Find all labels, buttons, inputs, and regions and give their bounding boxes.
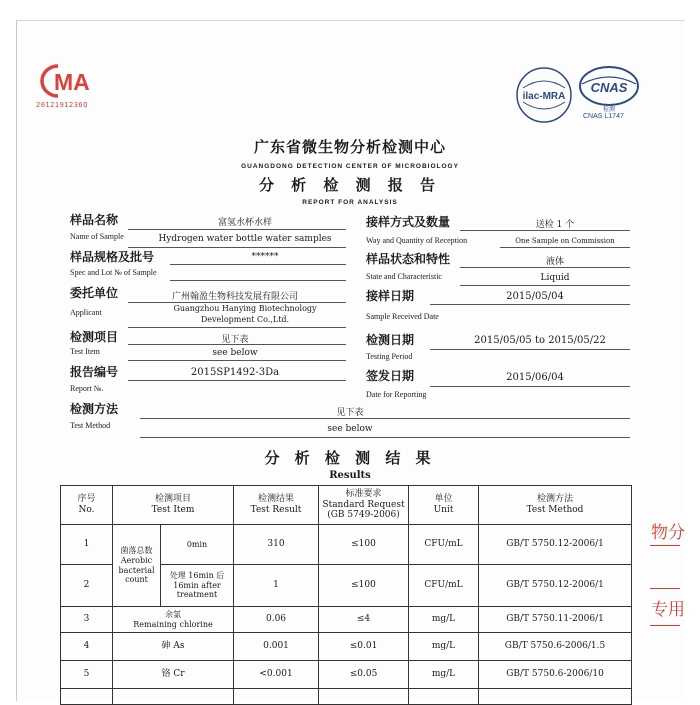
report-no-value: 2015SP1492-3Da (190, 367, 280, 378)
spec-label: 样品规格及批号 (70, 250, 155, 264)
cell-result: <0.001 (234, 661, 319, 689)
ma-number: 2012191236Q (36, 101, 88, 109)
spec-line (170, 264, 346, 265)
received-date-label: 接样日期 (366, 289, 415, 303)
report-no-label: 报告编号 (70, 365, 119, 379)
cell-method: GB/T 5750.12-2006/1 (479, 565, 632, 607)
test-item-line-en (128, 360, 346, 361)
test-date-label-en: Testing Period (366, 352, 413, 361)
issue-date-value: 2015/06/04 (506, 372, 564, 383)
client-value-en-1: Guangzhou Hanying Biotechnology (173, 304, 317, 313)
cell-method: GB/T 5750.11-2006/1 (479, 607, 632, 633)
cell-empty (409, 689, 479, 705)
method-label: 检测方法 (70, 402, 119, 416)
results-title-en: Results (329, 470, 371, 481)
receive-way-value-cn: 送检 1 个 (535, 220, 575, 230)
cnas-number: CNAS L1747 (583, 113, 624, 120)
method-value-en: see below (327, 424, 373, 434)
cell-item: 砷 As (113, 633, 234, 661)
cell-standard: ≤0.01 (319, 633, 409, 661)
cell-item: 余氯 Remaining chlorine (113, 607, 234, 633)
test-item-label-en: Test Item (70, 347, 100, 356)
header-no: 序号 No. (61, 486, 113, 525)
client-value-cn: 广州翰盈生物科技发展有限公司 (171, 292, 298, 302)
cell-standard: ≤100 (319, 565, 409, 607)
report-title-en: REPORT FOR ANALYSIS (302, 199, 398, 206)
center-title-cn: 广东省微生物分析检测中心 (253, 138, 446, 156)
cell-standard: ≤4 (319, 607, 409, 633)
stamp-line-bottom (650, 625, 680, 626)
cell-empty (319, 689, 409, 705)
client-line (128, 302, 346, 303)
cell-empty (479, 689, 632, 705)
cell-subitem: 0min (161, 525, 234, 565)
header-item: 检测项目 Test Item (113, 486, 234, 525)
table-header-row (61, 486, 632, 525)
received-date-label-en: Sample Received Date (366, 312, 439, 321)
cell-unit: mg/L (409, 607, 479, 633)
table-row (61, 661, 632, 689)
received-date-line (430, 304, 630, 305)
cell-group: 菌落总数 Aerobic bacterial count (113, 525, 161, 607)
test-item-value-cn: 见下表 (221, 335, 249, 345)
test-date-label: 检测日期 (366, 333, 415, 347)
cell-method: GB/T 5750.6-2006/10 (479, 661, 632, 689)
stamp-line-mid (650, 588, 680, 589)
spec-label-en: Spec and Lot № of Sample (70, 268, 157, 277)
sample-name-line (128, 229, 346, 230)
issue-date-line (430, 386, 630, 387)
test-date-line (430, 349, 630, 350)
table-row (61, 607, 632, 633)
client-label-en: Applicant (70, 308, 102, 317)
cell-no: 3 (61, 607, 113, 633)
test-item-line (128, 344, 346, 345)
side-stamp-bottom: 专用 (651, 600, 685, 620)
cell-unit: mg/L (409, 661, 479, 689)
client-line-en (128, 327, 346, 328)
cell-no: 5 (61, 661, 113, 689)
ilac-mra-logo (515, 66, 573, 124)
cell-unit: mg/L (409, 633, 479, 661)
test-item-value-en: see below (212, 348, 258, 358)
receive-way-value-en: One Sample on Commission (515, 237, 615, 245)
test-item-label: 检测项目 (70, 330, 119, 344)
side-stamp-top: 物分 (651, 523, 685, 543)
header-result: 检测结果 Test Result (234, 486, 319, 525)
header-unit: 单位 Unit (409, 486, 479, 525)
cell-method: GB/T 5750.12-2006/1 (479, 525, 632, 565)
receive-way-label-en: Way and Quantity of Reception (366, 236, 468, 245)
sample-name-value-en: Hydrogen water bottle water samples (158, 234, 332, 244)
cell-item: 铬 Cr (113, 661, 234, 689)
cell-subitem: 处理 16min 后 16min after treatment (161, 565, 234, 607)
method-line (140, 418, 630, 419)
report-title-cn: 分 析 检 测 报 告 (258, 176, 442, 194)
cell-result: 310 (234, 525, 319, 565)
cma-logo (38, 62, 108, 100)
sample-name-label: 样品名称 (70, 213, 119, 227)
received-date-value: 2015/05/04 (506, 291, 564, 302)
cell-empty (113, 689, 234, 705)
receive-way-label: 接样方式及数量 (366, 215, 451, 229)
client-value-en-2: Development Co.,Ltd. (200, 315, 290, 324)
state-line (460, 267, 630, 268)
ilac-text: ilac-MRA (522, 91, 566, 102)
cnas-text: CNAS (590, 80, 628, 95)
cell-unit: CFU/mL (409, 525, 479, 565)
cell-standard: ≤100 (319, 525, 409, 565)
receive-way-line (460, 230, 630, 231)
stamp-line-top (650, 545, 680, 546)
table-row (61, 689, 632, 705)
client-label: 委托单位 (70, 286, 119, 300)
cell-standard: ≤0.05 (319, 661, 409, 689)
header-standard: 标准要求 Standard Request (GB 5749-2006) (319, 486, 409, 525)
sample-name-value-cn: 富氢水杯水样 (217, 218, 272, 228)
state-label-en: State and Characteristic (366, 272, 442, 281)
cell-result: 0.001 (234, 633, 319, 661)
cell-no: 2 (61, 565, 113, 607)
center-title-en: GUANGDONG DETECTION CENTER OF MICROBIOLOGY (241, 163, 459, 170)
cell-empty (234, 689, 319, 705)
sample-name-line-en (128, 247, 346, 248)
test-date-value: 2015/05/05 to 2015/05/22 (474, 335, 606, 346)
spec-value: ****** (251, 252, 279, 262)
table-row (61, 633, 632, 661)
issue-date-label-en: Date for Reporting (366, 390, 427, 399)
method-line-en (140, 437, 630, 438)
ma-text: MA (54, 69, 90, 95)
issue-date-label: 签发日期 (366, 369, 415, 383)
sample-name-label-en: Name of Sample (70, 232, 124, 241)
cell-result: 1 (234, 565, 319, 607)
receive-way-line-en (500, 247, 630, 248)
cell-result: 0.06 (234, 607, 319, 633)
state-line-en (460, 285, 630, 286)
header-method: 检测方法 Test Method (479, 486, 632, 525)
cell-no: 4 (61, 633, 113, 661)
cell-empty (61, 689, 113, 705)
state-value-cn: 液体 (545, 257, 564, 267)
spec-line-en (170, 280, 346, 281)
cell-method: GB/T 5750.6-2006/1.5 (479, 633, 632, 661)
method-value-cn: 见下表 (336, 408, 364, 418)
table-row (61, 525, 632, 565)
results-table (60, 485, 632, 705)
report-no-label-en: Report №. (70, 384, 104, 393)
cnas-sub: 检测 (602, 106, 616, 113)
cell-no: 1 (61, 525, 113, 565)
results-title-cn: 分 析 检 测 结 果 (264, 449, 436, 467)
cell-unit: CFU/mL (409, 565, 479, 607)
method-label-en: Test Method (70, 421, 111, 430)
state-label: 样品状态和特性 (366, 252, 451, 266)
report-no-line (128, 380, 346, 381)
state-value-en: Liquid (540, 273, 570, 283)
